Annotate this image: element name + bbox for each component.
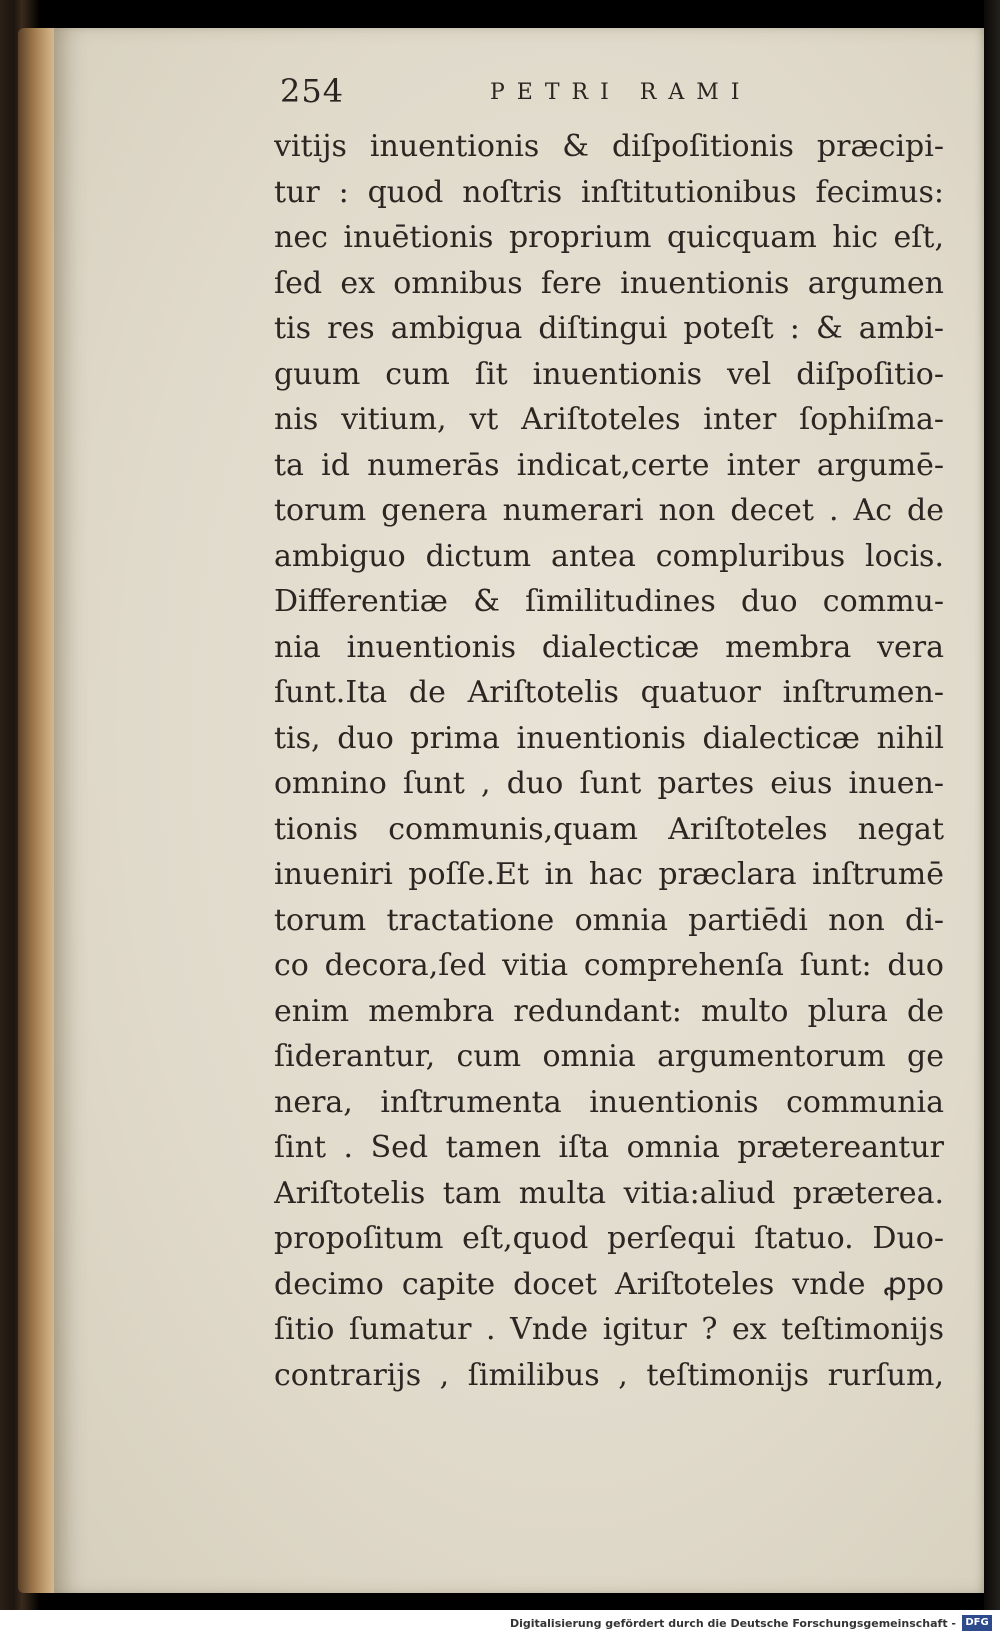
text-line: vitijs inuentionis & diſpoſitionis præcipi-: [274, 129, 944, 164]
text-line: tis res ambigua diſtingui poteſt : & ambi-: [274, 311, 944, 346]
text-line: nec inuētionis proprium quicquam hic eſt,: [274, 220, 944, 255]
text-line: guum cum ſit inuentionis vel diſpoſitio-: [274, 356, 944, 392]
page-number: 254: [280, 72, 345, 110]
funding-credit: Digitalisierung gefördert durch die Deutsche Forschungsgemeinschaft -: [509, 1617, 956, 1630]
text-line: ſitio ſumatur . Vnde igitur ? ex teſtimonijs: [274, 1312, 944, 1347]
book-spine: [18, 28, 58, 1593]
text-line: torum genera numerari non decet . Ac de: [274, 493, 944, 528]
text-line: ſint . Sed tamen iſta omnia prætereantur: [274, 1130, 944, 1165]
text-line: torum tractatione omnia partiēdi non di-: [274, 902, 944, 938]
text-line: Ariſtotelis tam multa vitia:aliud præterea.: [274, 1175, 944, 1211]
text-line: contrarijs , ſimilibus , teſtimonijs rurſum,: [274, 1357, 944, 1393]
text-line: inueniri poſſe.Et in hac præclara inſtrumē: [274, 857, 944, 892]
text-line: propoſitum eſt,quod perſequi ſtatuo. Duo-: [274, 1221, 944, 1256]
body-text: [274, 124, 944, 1398]
text-line: enim membra redundant: multo plura de: [274, 993, 944, 1029]
text-line: ſed ex omnibus fere inuentionis argumen: [274, 265, 944, 301]
text-line: nera, inſtrumenta inuentionis communia: [274, 1084, 944, 1120]
text-line: Differentiæ & ſimilitudines duo commu-: [274, 584, 944, 619]
text-line: nia inuentionis dialecticæ membra vera: [274, 629, 944, 665]
text-line: tis, duo prima inuentionis dialecticæ nihil: [274, 720, 944, 756]
text-line: ſiderantur, cum omnia argumentorum ge: [274, 1039, 944, 1074]
running-head: PETRI RAMI: [490, 80, 752, 105]
page-header: [280, 72, 960, 122]
text-line: tionis communis,quam Ariſtoteles negat: [274, 811, 944, 847]
text-line: tur : quod noſtris inſtitutionibus fecimus:: [274, 174, 944, 210]
text-line: decimo capite docet Ariſtoteles vnde ꝓpo: [274, 1266, 944, 1302]
text-line: ſunt.Ita de Ariſtotelis quatuor inſtrumen-: [274, 675, 944, 710]
text-line: nis vitium, vt Ariſtoteles inter ſophiſma-: [274, 402, 944, 437]
dfg-logo-icon: DFG: [962, 1615, 992, 1631]
text-line: omnino ſunt , duo ſunt partes eius inuen-: [274, 766, 944, 801]
right-scan-edge: [984, 0, 1000, 1638]
text-line: ambiguo dictum antea compluribus locis.: [274, 538, 944, 574]
footer-bar: [0, 1610, 1000, 1638]
text-line: ta id numerās indicat,certe inter argumē-: [274, 447, 944, 483]
text-line: co decora,ſed vitia comprehenſa ſunt: duo: [274, 948, 944, 983]
